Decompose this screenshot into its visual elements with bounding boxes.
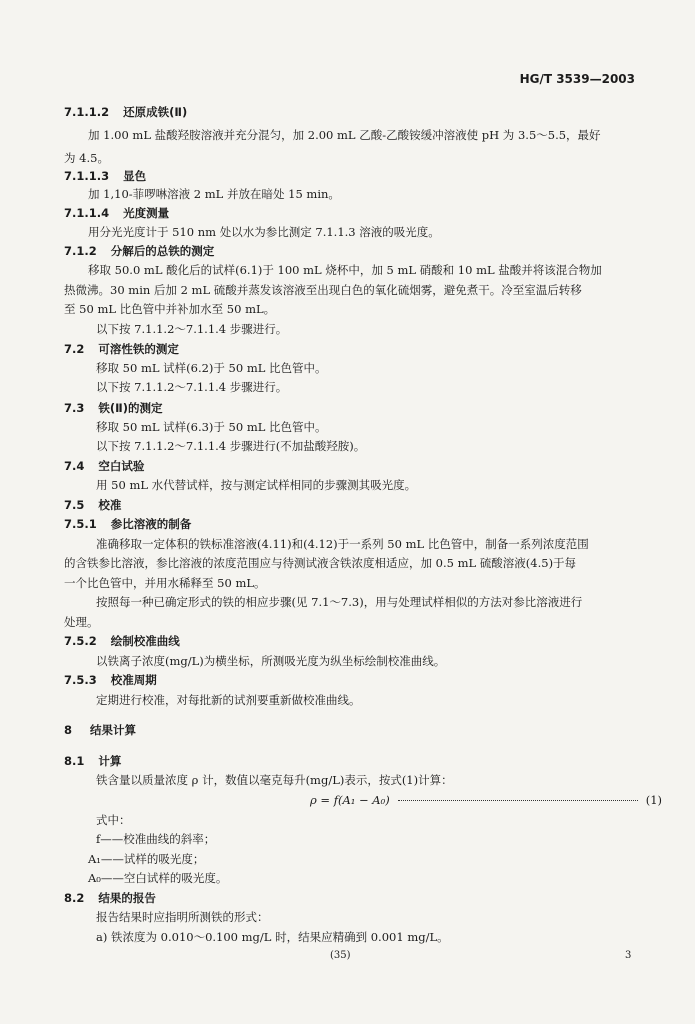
paragraph: 用 50 mL 水代替试样，按与测定试样相同的步骤测其吸光度。 — [96, 478, 417, 492]
section-title: 光度测量 — [123, 206, 170, 220]
section-number: 7.1.1.4 — [64, 206, 110, 220]
paragraph: 加 1.00 mL 盐酸羟胺溶液并充分混匀，加 2.00 mL 乙酸-乙酸铵缓冲溶液使 pH 为 3.5～5.5，最好 — [88, 128, 601, 142]
section-title: 显色 — [123, 169, 147, 183]
heading-7-5-2 — [64, 633, 180, 649]
heading-7-1-1-4 — [64, 205, 169, 221]
heading-8-2 — [64, 890, 156, 906]
heading-7-4 — [64, 458, 144, 474]
section-title: 结果计算 — [90, 723, 137, 737]
paragraph: a) 铁浓度为 0.010～0.100 mg/L 时，结果应精确到 0.001 mg/L。 — [96, 930, 449, 944]
paragraph: 以铁离子浓度(mg/L)为横坐标，所测吸光度为纵坐标绘制校准曲线。 — [96, 654, 446, 668]
section-title: 还原成铁(Ⅱ) — [123, 105, 188, 119]
section-title: 空白试验 — [98, 459, 145, 473]
paragraph: 铁含量以质量浓度 ρ 计，数值以毫克每升(mg/L)表示，按式(1)计算： — [96, 773, 453, 787]
section-number: 7.1.2 — [64, 244, 97, 258]
section-number: 8.1 — [64, 754, 85, 768]
running-header — [520, 68, 635, 87]
variable-definition: A₀——空白试样的吸光度。 — [88, 871, 228, 885]
paragraph: 移取 50 mL 试样(6.3)于 50 mL 比色管中。 — [96, 420, 327, 434]
paragraph: 移取 50 mL 试样(6.2)于 50 mL 比色管中。 — [96, 361, 327, 375]
paragraph: 定期进行校准，对每批新的试剂要重新做校准曲线。 — [96, 693, 361, 707]
section-number: 7.5.2 — [64, 634, 97, 648]
footer-center: (35) — [330, 950, 351, 961]
paragraph: 用分光光度计于 510 nm 处以水为参比测定 7.1.1.3 溶液的吸光度。 — [88, 225, 440, 239]
section-number: 7.5.3 — [64, 673, 97, 687]
heading-8 — [64, 722, 136, 738]
variable-definition: A₁——试样的吸光度； — [88, 852, 205, 866]
heading-7-5-3 — [64, 672, 157, 688]
paragraph: 准确移取一定体积的铁标准溶液(4.11)和(4.12)于一系列 50 mL 比色管中，制备一系列浓度范围 — [96, 537, 589, 551]
paragraph: 一个比色管中，并用水稀释至 50 mL。 — [64, 576, 266, 590]
section-number: 7.1.1.3 — [64, 169, 110, 183]
paragraph: 至 50 mL 比色管中并补加水至 50 mL。 — [64, 302, 276, 316]
section-title: 铁(Ⅱ)的测定 — [98, 401, 163, 415]
where-label: 式中： — [96, 813, 131, 827]
section-title: 分解后的总铁的测定 — [110, 244, 215, 258]
formula: ρ = f(A₁ − A₀) — [310, 793, 390, 807]
heading-7-5 — [64, 497, 121, 513]
leader-dots — [398, 800, 638, 801]
section-number: 7.2 — [64, 342, 85, 356]
formula-number: (1) — [645, 793, 663, 807]
section-number: 7.4 — [64, 459, 85, 473]
heading-7-3 — [64, 400, 162, 416]
section-title: 可溶性铁的测定 — [98, 342, 179, 356]
paragraph: 移取 50.0 mL 酸化后的试样(6.1)于 100 mL 烧杯中，加 5 mL 硝酸和 10 mL 盐酸并将该混合物加 — [88, 263, 602, 277]
formula-line — [310, 792, 662, 808]
paragraph: 的含铁参比溶液，参比溶液的浓度范围应与待测试液含铁浓度相适应，加 0.5 mL 硫酸溶液(4.5)于每 — [64, 556, 577, 570]
variable-definition: f——校准曲线的斜率； — [96, 832, 216, 846]
section-number: 8 — [64, 723, 73, 737]
heading-7-2 — [64, 341, 179, 357]
section-title: 结果的报告 — [98, 891, 156, 905]
paragraph: 处理。 — [64, 615, 99, 629]
section-title: 参比溶液的制备 — [110, 517, 192, 531]
section-number: 7.1.1.2 — [64, 105, 110, 119]
paragraph: 以下按 7.1.1.2～7.1.1.4 步骤进行。 — [96, 380, 288, 394]
paragraph: 报告结果时应指明所测铁的形式： — [96, 910, 269, 924]
section-number: 7.5 — [64, 498, 85, 512]
section-number: 7.3 — [64, 401, 85, 415]
section-number: 7.5.1 — [64, 517, 97, 531]
heading-7-1-1-2 — [64, 104, 187, 120]
paragraph: 以下按 7.1.1.2～7.1.1.4 步骤进行(不加盐酸羟胺)。 — [96, 439, 366, 453]
heading-7-1-2 — [64, 243, 214, 259]
section-title: 绘制校准曲线 — [110, 634, 180, 648]
section-title: 校准周期 — [110, 673, 157, 687]
paragraph: 为 4.5。 — [64, 151, 109, 165]
paragraph: 按照每一种已确定形式的铁的相应步骤(见 7.1～7.3)，用与处理试样相似的方法对参比溶液进行 — [96, 595, 583, 609]
standard-code: HG/T 3539—2003 — [519, 72, 635, 86]
paragraph: 热微沸。30 min 后加 2 mL 硫酸并蒸发该溶液至出现白色的氧化硫烟雾，避免煮干。冷至室温后转移 — [64, 283, 582, 297]
section-title: 校准 — [98, 498, 122, 512]
section-title: 计算 — [98, 754, 122, 768]
heading-7-1-1-3 — [64, 168, 146, 184]
heading-7-5-1 — [64, 516, 191, 532]
section-number: 8.2 — [64, 891, 85, 905]
heading-8-1 — [64, 753, 121, 769]
paragraph: 以下按 7.1.1.2～7.1.1.4 步骤进行。 — [96, 322, 288, 336]
page-number: 3 — [625, 950, 632, 961]
paragraph: 加 1,10-菲啰啉溶液 2 mL 并放在暗处 15 min。 — [88, 187, 340, 201]
